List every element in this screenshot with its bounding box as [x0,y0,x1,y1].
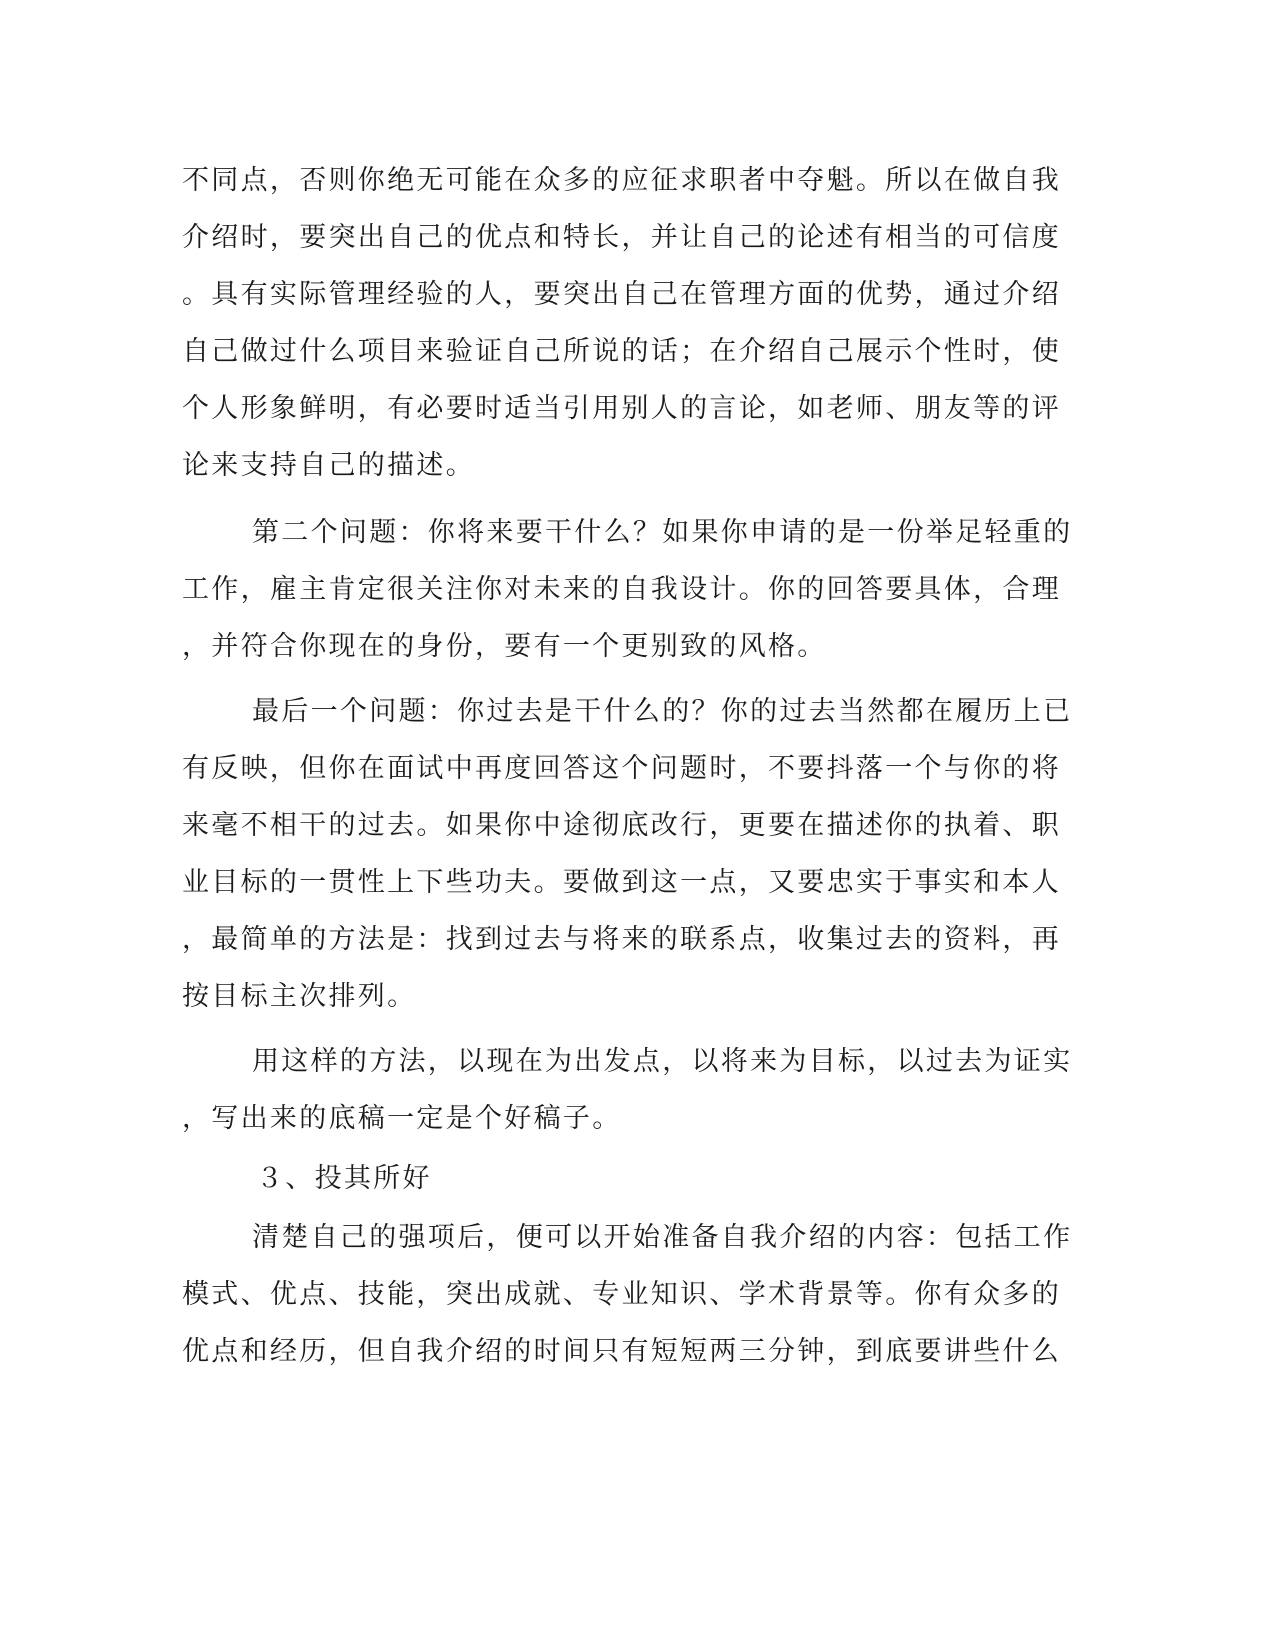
text-line: 论来支持自己的描述。 [182,450,475,481]
text-line: 。具有实际管理经验的人，要突出自己在管理方面的优势，通过介绍 [182,279,1061,310]
paragraph-start-line: 用这样的方法，以现在为出发点，以将来为目标，以过去为证实 [252,1046,1073,1077]
text-line: 有反映，但你在面试中再度回答这个问题时，不要抖落一个与你的将 [182,753,1061,784]
paragraph-start-line: 第二个问题：你将来要干什么？如果你申请的是一份举足轻重的 [252,517,1073,548]
text-line: 个人形象鲜明，有必要时适当引用别人的言论，如老师、朋友等的评 [182,393,1061,424]
paragraph-start-line: 清楚自己的强项后，便可以开始准备自我介绍的内容：包括工作 [252,1222,1073,1253]
text-line: ，写出来的底稿一定是个好稿子。 [182,1103,622,1134]
text-line: 工作，雇主肯定很关注你对未来的自我设计。你的回答要具体，合理 [182,574,1061,605]
text-line: 优点和经历，但自我介绍的时间只有短短两三分钟，到底要讲些什么 [182,1336,1061,1367]
text-line: 模式、优点、技能，突出成就、专业知识、学术背景等。你有众多的 [182,1279,1061,1310]
text-line: 按目标主次排列。 [182,981,417,1012]
text-line: 自己做过什么项目来验证自己所说的话；在介绍自己展示个性时，使 [182,336,1061,367]
text-line: 介绍时，要突出自己的优点和特长，并让自己的论述有相当的可信度 [182,222,1061,253]
text-line: 业目标的一贯性上下些功夫。要做到这一点，又要忠实于事实和本人 [182,867,1061,898]
section-heading: ３、投其所好 [256,1163,432,1194]
text-line: 不同点，否则你绝无可能在众多的应征求职者中夺魁。所以在做自我 [182,165,1061,196]
text-line: ，并符合你现在的身份，要有一个更别致的风格。 [182,631,827,662]
paragraph-start-line: 最后一个问题：你过去是干什么的？你的过去当然都在履历上已 [252,696,1073,727]
text-line: ，最简单的方法是：找到过去与将来的联系点，收集过去的资料，再 [182,924,1061,955]
text-line: 来毫不相干的过去。如果你中途彻底改行，更要在描述你的执着、职 [182,810,1061,841]
